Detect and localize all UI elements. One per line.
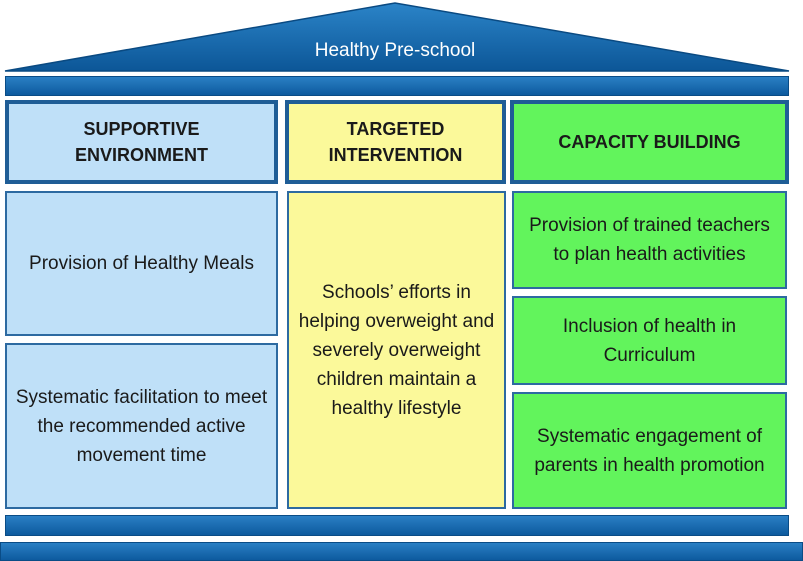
item-health-curriculum: Inclusion of health in Curriculum [512, 296, 787, 385]
header-capacity-building: CAPACITY BUILDING [510, 100, 789, 184]
item-healthy-meals: Provision of Healthy Meals [5, 191, 278, 336]
item-trained-teachers: Provision of trained teachers to plan health activities [512, 191, 787, 289]
roof-title: Healthy Pre-school [314, 40, 476, 61]
item-parent-engagement: Systematic engagement of parents in health promotion [512, 392, 787, 509]
header-supportive-environment: SUPPORTIVE ENVIRONMENT [5, 100, 278, 184]
header-targeted-intervention: TARGETED INTERVENTION [285, 100, 506, 184]
item-overweight-children: Schools’ efforts in helping overweight and severely overweight children maintain a healthy lifestyle [287, 191, 506, 509]
base-beam [5, 515, 789, 536]
foundation-beam [0, 542, 803, 561]
top-beam [5, 76, 789, 96]
item-active-movement: Systematic facilitation to meet the recommended active movement time [5, 343, 278, 509]
